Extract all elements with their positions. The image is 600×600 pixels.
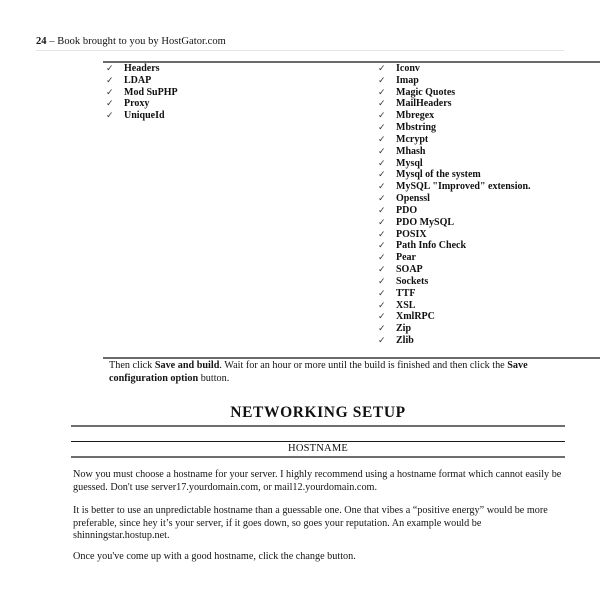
module-item: ✓ Mysql	[378, 157, 423, 169]
checkmark-icon: ✓	[106, 64, 114, 74]
checkmark-icon: ✓	[378, 170, 386, 181]
page-number: 24	[36, 36, 47, 47]
module-item: ✓ Openssl	[378, 193, 430, 205]
module-item: ✓ Mcrypt	[378, 133, 429, 145]
module-item: ✓ Mbregex	[378, 110, 435, 122]
checkmark-icon: ✓	[106, 111, 114, 122]
save-and-build-label: Save and build	[154, 360, 220, 371]
module-item: ✓ Sockets	[378, 275, 429, 287]
subsection-top-divider	[71, 441, 565, 442]
checkmark-icon: ✓	[378, 134, 386, 145]
checkmark-icon: ✓	[378, 300, 386, 311]
module-item: ✓ Headers	[106, 63, 160, 74]
checkmark-icon: ✓	[378, 87, 386, 98]
module-item: ✓ Path Info Check	[378, 240, 467, 252]
checkmark-icon: ✓	[378, 312, 386, 323]
checkmark-icon: ✓	[378, 99, 386, 110]
checkmark-icon: ✓	[378, 182, 386, 193]
module-item: ✓ UniqueId	[106, 110, 165, 122]
modules-table-bottom-border	[103, 357, 600, 359]
module-item: ✓ MailHeaders	[378, 98, 452, 110]
checkmark-icon: ✓	[106, 99, 114, 110]
checkmark-icon: ✓	[378, 111, 386, 122]
body-paragraph: It is better to use an unpredictable hostname than a guessable one. One that vibes a “positive energy” would be more preferable, since hey it’s your server, if it goes down, so goes your reputation. An example would be shinningstar.hostup.net.	[73, 505, 548, 542]
checkmark-icon: ✓	[378, 194, 386, 205]
module-item: ✓ Zlib	[378, 335, 414, 347]
subsection-bottom-divider	[71, 456, 565, 458]
module-item: ✓ Mbstring	[378, 122, 436, 134]
module-item: ✓ Pear	[378, 252, 416, 264]
page-header	[36, 36, 226, 47]
section-divider	[71, 425, 565, 427]
module-item: ✓ TTF	[378, 287, 416, 299]
module-item: ✓ XmlRPC	[378, 311, 435, 323]
header-divider	[36, 50, 564, 51]
header-title: Book brought to you by HostGator.com	[57, 36, 226, 47]
module-item: ✓ LDAP	[106, 74, 152, 86]
module-item: ✓ PDO	[378, 204, 418, 216]
module-item: ✓ PDO MySQL	[378, 216, 455, 228]
modules-left-column	[106, 63, 178, 122]
checkmark-icon: ✓	[378, 158, 386, 169]
checkmark-icon: ✓	[378, 276, 386, 287]
module-item: ✓ Magic Quotes	[378, 86, 456, 98]
module-item: ✓ XSL	[378, 299, 416, 311]
module-item: ✓ Iconv	[378, 63, 420, 74]
checkmark-icon: ✓	[378, 217, 386, 228]
module-item: ✓ Mhash	[378, 145, 426, 157]
checkmark-icon: ✓	[378, 324, 386, 335]
header-separator: –	[46, 36, 58, 47]
checkmark-icon: ✓	[378, 146, 386, 157]
module-item: ✓ Mod SuPHP	[106, 86, 178, 98]
checkmark-icon: ✓	[378, 229, 386, 240]
checkmark-icon: ✓	[378, 253, 386, 264]
checkmark-icon: ✓	[378, 75, 386, 86]
checkmark-icon: ✓	[378, 241, 386, 252]
subsection-heading: HOSTNAME	[288, 443, 348, 454]
module-item: ✓ SOAP	[378, 264, 423, 276]
save-instructions-paragraph: Then click Save and build. Wait for an hour or more until the build is finished and then click the Save configuration option button.	[109, 360, 528, 384]
modules-right-column	[378, 63, 531, 347]
body-paragraph: Now you must choose a hostname for your server. I highly recommend using a hostname format which cannot easily be guessed. Don't use server17.yourdomain.com, or mail12.yourdomain.com.	[73, 469, 562, 493]
checkmark-icon: ✓	[378, 123, 386, 134]
section-heading: NETWORKING SETUP	[230, 404, 406, 421]
checkmark-icon: ✓	[378, 64, 386, 74]
checkmark-icon: ✓	[378, 205, 386, 216]
checkmark-icon: ✓	[378, 336, 386, 347]
module-item: ✓ Imap	[378, 74, 419, 86]
checkmark-icon: ✓	[106, 87, 114, 98]
save-configuration-label: Save configuration option	[109, 360, 528, 384]
checkmark-icon: ✓	[106, 75, 114, 86]
checkmark-icon: ✓	[378, 265, 386, 276]
module-item: ✓ Proxy	[106, 98, 150, 110]
module-item: ✓ Zip	[378, 323, 412, 335]
module-item: ✓ POSIX	[378, 228, 427, 240]
body-paragraph: Once you've come up with a good hostname, click the change button.	[73, 551, 356, 562]
module-item: ✓ Mysql of the system	[378, 169, 481, 181]
module-item: ✓ MySQL "Improved" extension.	[378, 181, 531, 193]
checkmark-icon: ✓	[378, 288, 386, 299]
